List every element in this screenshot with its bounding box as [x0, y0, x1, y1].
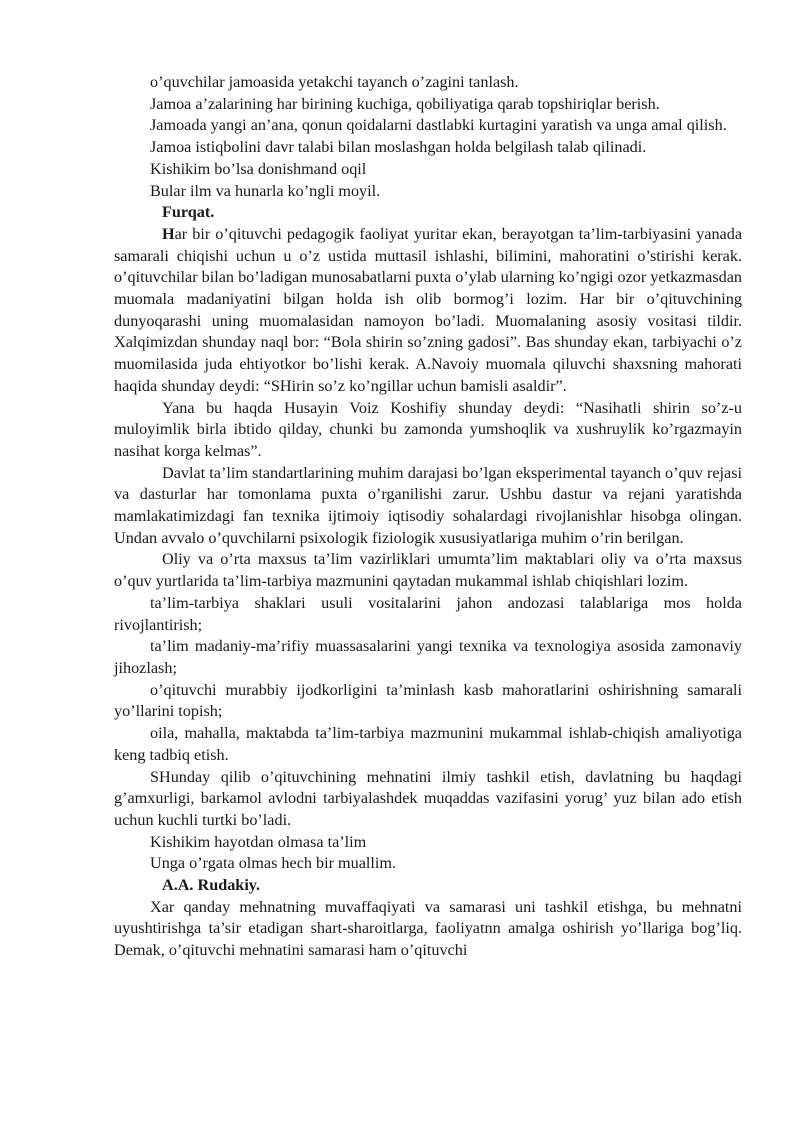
poem1-line2: Bular ilm va hunarla ko’ngli moyil. — [150, 181, 381, 200]
poem1-author: Furqat. — [162, 203, 215, 222]
paragraph-13: SHunday qilib o’qituvchining mehnatini ilmiy tashkil etish, davlatning bu haqdagi g’amxurligi, barkamol avlodni tarbiyalashdek muqaddas vazifasini yorug’ yuz bilan ado etish uchun kuchli turtki bo’ladi. — [114, 767, 742, 829]
paragraph-5-initial: H — [162, 224, 175, 243]
paragraph-5 — [114, 224, 742, 398]
paragraph-4: Jamoa istiqbolini davr talabi bilan moslashgan holda belgilash talab qilinadi. — [150, 138, 647, 157]
paragraph-6: Yana bu haqda Husayin Voiz Koshifiy shunday deydi: “Nasihatli shirin so’z-u muloyimlik birla ibtido qilday, chunki bu zamonda yumshoqlik va xushruylik ko’rgazmayin nasihat korga kelmas”. — [114, 398, 742, 460]
poem2-line2: Unga o’rgata olmas hech bir muallim. — [150, 854, 397, 873]
paragraph-8: Oliy va o’rta maxsus ta’lim vazirliklari umumta’lim maktablari oliy va o’rta maxsus o’quv yurtlarida ta’lim-tarbiya mazmunini qaytadan mukammal ishlab chiqishlari lozim. — [114, 550, 742, 591]
paragraph-10: ta’lim madaniy-ma’rifiy muassasalarini yangi texnika va texnologiya asosida zamonaviy jihozlash; — [114, 637, 742, 677]
paragraph-12: oila, mahalla, maktabda ta’lim-tarbiya mazmunini mukammal ishlab-chiqish amaliyotiga keng tadbiq etish. — [114, 724, 742, 764]
paragraph-9: ta’lim-tarbiya shaklari usuli vositalarini jahon andozasi talablariga mos holda rivojlantirish; — [114, 593, 742, 634]
poem1-line1: Kishikim bo’lsa donishmand oqil — [150, 159, 367, 178]
poem2-author: A.A. Rudakiy. — [162, 876, 261, 895]
paragraph-14: Xar qanday mehnatning muvaffaqiyati va samarasi uni tashkil etishga, bu mehnatni uyushtirishga ta’sir etadigan shart-sharoitlarga, faoliyatnn amalga oshirish yo’llariga bog’liq. Demak, o’qituvchi mehnatini samarasi ham o’qituvchi — [114, 897, 742, 960]
paragraph-7: Davlat ta’lim standartlarining muhim darajasi bo’lgan eksperimental tayanch o’quv rejasi va dasturlar har tomonlama puxta o’rganilishi zarur. Ushbu dastur va rejani yaratishda mamlakatimizdagi fan texnika ijtimoiy iqtisodiy sohalardagi rivojlanishlar hisobga olingan. Undan avvalo o’quvchilarni psixologik fiziologik xususiyatlariga muhim o’rin berilgan. — [114, 463, 742, 547]
paragraph-2: Jamoa a’zalarining har birining kuchiga, qobiliyatiga qarab topshiriqlar berish. — [150, 94, 660, 113]
paragraph-11: o’qituvchi murabbiy ijodkorligini ta’minlash kasb mahoratlarini oshirishning samarali yo’llarini topish; — [114, 680, 742, 721]
paragraph-1: o’quvchilar jamoasida yetakchi tayanch o’zagini tanlash. — [150, 73, 519, 91]
poem2-line1: Kishikim hayotdan olmasa ta’lim — [150, 832, 367, 851]
paragraph-3: Jamoada yangi an’ana, qonun qoidalarni dastlabki kurtagini yaratish va unga amal qilish. — [150, 116, 727, 135]
paragraph-5-text: ar bir o’qituvchi pedagogik faoliyat yuritar ekan, berayotgan ta’lim-tarbiyasini yanada samarali chiqishi uchun u o’z ustida muttasil ishlashi, bilimini, mahoratini o’stirishi kerak. o’qituvchilar bilan bo’ladigan munosabatlarni puxta o’ylab ularning ko’ngigi ozor yetkazmasdan muomala madaniyatini bilgan holda ish olib bormog’i lozim. Har bir o’qituvchining dunyoqarashi uning muomalasidan namoyon bo’ladi. Muomalaning asosiy vositasi tildir. Xalqimizdan shunday naql bor: “Bola shirin so’zning gadosi”. Bas shunday ekan, tarbiyachi o’z muomilasida juda ehtiyotkor bo’lishi kerak. A.Navoiy muomala qiluvchi shaxsning mahorati haqida shunday deydi: “SHirin so’z ko’ngillar uchun bamisli asaldir”. — [114, 224, 742, 395]
